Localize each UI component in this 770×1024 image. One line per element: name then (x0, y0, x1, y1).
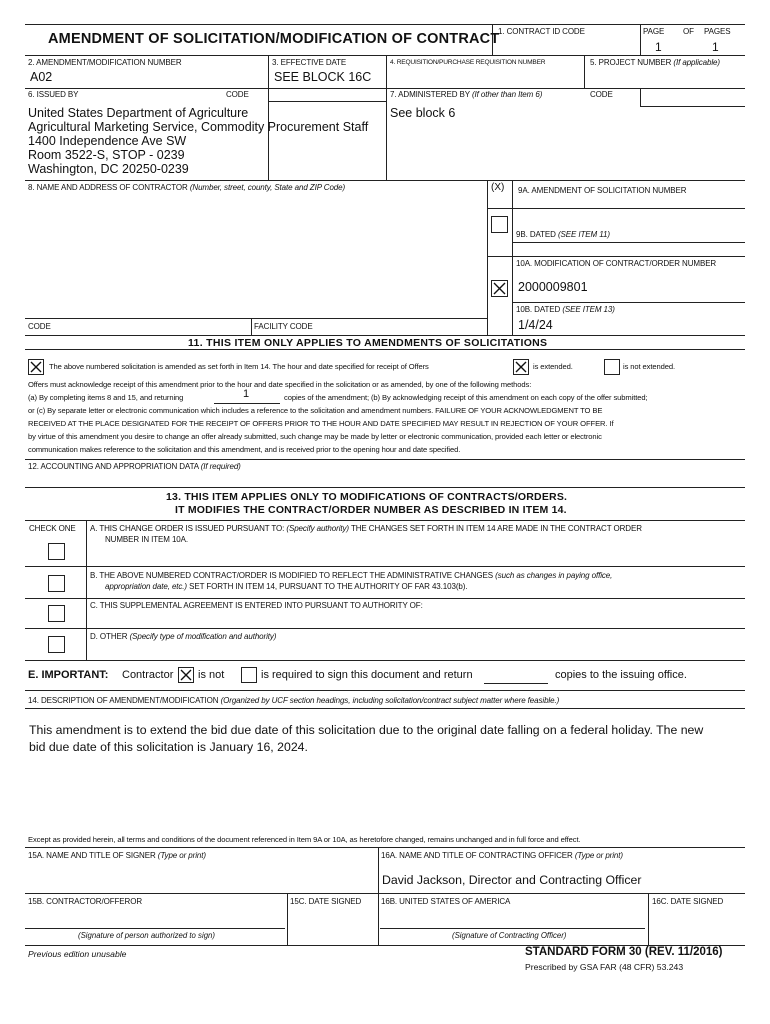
item-13b-text-2b: SET FORTH IN ITEM 14, PURSUANT TO THE AUTHORITY OF FAR 43.103(b). (187, 582, 468, 591)
block-15a-label (28, 851, 206, 860)
item-13b-text (90, 571, 612, 580)
not-extended-label: is not extended. (623, 362, 676, 371)
issued-by-label: 6. ISSUED BY (28, 90, 79, 99)
administered-by-label (390, 90, 542, 99)
is-required-checkbox[interactable] (241, 667, 257, 683)
item-13d-checkbox[interactable] (48, 636, 65, 653)
item-12-label-text: 12. ACCOUNTING AND APPROPRIATION DATA (28, 462, 199, 471)
item-11-line-6: by virtue of this amendment you desire to change an offer already submitted, such change may be made by letter or electronic communication, provided each letter or electronic (28, 432, 602, 441)
item-13b-text-2a: appropriation date, etc.) (105, 582, 187, 591)
item-11-line-2: Offers must acknowledge receipt of this amendment prior to the hour and date specified in the solicitation or as amended, by one of the following methods: (28, 380, 532, 389)
issued-by-line: Agricultural Marketing Service, Commodity Procurement Staff (28, 120, 369, 134)
is-not-checkbox[interactable] (178, 667, 194, 683)
block-15a-label-text: 15A. NAME AND TITLE OF SIGNER (28, 851, 156, 860)
important-label: E. IMPORTANT: (28, 669, 109, 681)
item-13c-checkbox[interactable] (48, 605, 65, 622)
block-9b-note: (SEE ITEM 11) (557, 230, 610, 239)
amendment-number-value: A02 (30, 70, 53, 84)
item-13a-text-2: THE CHANGES SET FORTH IN ITEM 14 ARE MADE IN THE CONTRACT ORDER (348, 524, 642, 533)
item-11-amended-checkbox[interactable] (28, 359, 44, 375)
extended-checkbox[interactable] (513, 359, 529, 375)
item-13c-text: C. THIS SUPPLEMENTAL AGREEMENT IS ENTERED INTO PURSUANT TO AUTHORITY OF: (90, 601, 423, 610)
form-title: AMENDMENT OF SOLICITATION/MODIFICATION OF CONTRACT (48, 31, 500, 47)
item-11-line-3a: (a) By completing items 8 and 15, and returning (28, 393, 184, 402)
check-x-icon (514, 360, 528, 374)
contractor-label-text: 8. NAME AND ADDRESS OF CONTRACTOR (28, 183, 188, 192)
page-value: 1 (655, 40, 662, 54)
block-15a-note: (Type or print) (157, 851, 206, 860)
check-one-label: CHECK ONE (29, 524, 76, 533)
item-13a-note: (Specify authority) (286, 524, 349, 533)
effective-date-label: 3. EFFECTIVE DATE (272, 58, 347, 67)
pages-label: PAGES (704, 27, 731, 36)
x-column-label: (X) (491, 182, 505, 193)
item-13b-note: (such as changes in paying office, (495, 571, 613, 580)
copies-label: copies to the issuing office. (555, 669, 687, 681)
administered-by-value: See block 6 (390, 106, 456, 120)
block-9a-label: 9A. AMENDMENT OF SOLICITATION NUMBER (518, 186, 687, 195)
item-13d-text (90, 632, 276, 641)
pages-value: 1 (712, 40, 719, 54)
block-10a-checkbox[interactable] (491, 280, 508, 297)
item-11-line-7: communication makes reference to the solicitation and this amendment, and is received prior to the opening hour and date specified. (28, 445, 461, 454)
extended-label: is extended. (533, 362, 573, 371)
block-15c-label: 15C. DATE SIGNED (290, 897, 362, 906)
item-13a-text-3: NUMBER IN ITEM 10A. (105, 535, 189, 544)
item-13b-text-2 (105, 582, 467, 591)
block-9a-checkbox[interactable] (491, 216, 508, 233)
important-contractor: Contractor (122, 669, 174, 681)
item-13a-checkbox[interactable] (48, 543, 65, 560)
administered-by-label-text: 7. ADMINISTERED BY (390, 90, 470, 99)
standard-form-number: STANDARD FORM 30 (REV. 11/2016) (525, 946, 723, 958)
block-16a-label (381, 851, 623, 860)
copies-returned-value: 1 (243, 388, 250, 400)
item-14-label-text: 14. DESCRIPTION OF AMENDMENT/MODIFICATION (28, 696, 219, 705)
block-15b-label: 15B. CONTRACTOR/OFFEROR (28, 897, 143, 906)
item-11-line-5: RECEIVED AT THE PLACE DESIGNATED FOR THE RECEIPT OF OFFERS PRIOR TO THE HOUR AND DATE SPECIFIED MAY RESULT IN REJECTION OF YOUR OFFER. If (28, 419, 614, 428)
of-label: OF (683, 27, 694, 36)
check-x-icon (492, 281, 507, 296)
contractor-code-label: CODE (28, 322, 51, 331)
item-13b-checkbox[interactable] (48, 575, 65, 592)
previous-edition-note: Previous edition unusable (28, 949, 127, 959)
item-14-description-2: bid due date of this solicitation is January 16, 2024. (29, 740, 308, 754)
block-10a-value: 2000009801 (518, 280, 588, 294)
block-9b-label-text: 9B. DATED (516, 230, 556, 239)
project-number-note: (If applicable) (673, 58, 720, 67)
block-10b-value: 1/4/24 (518, 318, 553, 332)
item-14-label (28, 696, 559, 705)
item-12-note: (If required) (200, 462, 241, 471)
block-16b-label: 16B. UNITED STATES OF AMERICA (381, 897, 511, 906)
project-number-label (590, 58, 720, 67)
administered-by-code-label: CODE (590, 90, 613, 99)
amendment-number-label: 2. AMENDMENT/MODIFICATION NUMBER (28, 58, 182, 67)
item-14-note: (Organized by UCF section headings, including solicitation/contract subject matter where feasible.) (220, 696, 560, 705)
block-16c-label: 16C. DATE SIGNED (652, 897, 724, 906)
is-not-label: is not (198, 669, 225, 681)
issued-by-line: Room 3522-S, STOP - 0239 (28, 148, 185, 162)
prescribed-by: Prescribed by GSA FAR (48 CFR) 53.243 (525, 962, 684, 972)
block-10a-label: 10A. MODIFICATION OF CONTRACT/ORDER NUMBER (516, 259, 717, 268)
issued-by-line: Washington, DC 20250-0239 (28, 162, 189, 176)
issued-by-code-label: CODE (226, 90, 249, 99)
item-13a-text (90, 524, 642, 533)
project-number-label-text: 5. PROJECT NUMBER (590, 58, 672, 67)
block-9b-label (516, 230, 610, 239)
contracting-officer-name: David Jackson, Director and Contracting Officer (382, 873, 642, 887)
item-12-label (28, 462, 241, 471)
block-10b-label (516, 305, 615, 314)
item-13a-text-1: A. THIS CHANGE ORDER IS ISSUED PURSUANT TO: (90, 524, 285, 533)
block-10b-note: (SEE ITEM 13) (562, 305, 615, 314)
item-13b-text-1: B. THE ABOVE NUMBERED CONTRACT/ORDER IS MODIFIED TO REFLECT THE ADMINISTRATIVE CHANGES (90, 571, 494, 580)
item-11-line-4: or (c) By separate letter or electronic communication which includes a reference to the solicitation and amendment numbers. FAILURE OF YOUR ACKNOWLEDGMENT TO BE (28, 406, 603, 415)
item-11-title: 11. THIS ITEM ONLY APPLIES TO AMENDMENTS OF SOLICITATIONS (188, 337, 548, 349)
block-10b-label-text: 10B. DATED (516, 305, 561, 314)
item-13d-note: (Specify type of modification and authority) (129, 632, 277, 641)
item-13-title-2: IT MODIFIES THE CONTRACT/ORDER NUMBER AS DESCRIBED IN ITEM 14. (175, 504, 567, 516)
requisition-label: 4. REQUISITION/PURCHASE REQUISITION NUMBER (390, 59, 546, 66)
block-16a-note: (Type or print) (574, 851, 623, 860)
signature-contractor: (Signature of person authorized to sign) (78, 931, 215, 940)
contractor-label (28, 183, 345, 192)
item-11-line-3b: copies of the amendment; (b) By acknowledging receipt of this amendment on each copy of the offer submitted; (284, 393, 648, 402)
item-13-title-1: 13. THIS ITEM APPLIES ONLY TO MODIFICATIONS OF CONTRACTS/ORDERS. (166, 491, 568, 503)
issued-by-line: United States Department of Agriculture (28, 106, 249, 120)
block-16a-label-text: 16A. NAME AND TITLE OF CONTRACTING OFFICER (381, 851, 573, 860)
page-label: PAGE (643, 27, 665, 36)
check-x-icon (29, 360, 43, 374)
contractor-note: (Number, street, county, State and ZIP Code) (189, 183, 346, 192)
signature-officer: (Signature of Contracting Officer) (452, 931, 567, 940)
administered-by-note: (If other than Item 6) (471, 90, 543, 99)
is-required-label: is required to sign this document and return (261, 669, 473, 681)
contract-id-label: 1. CONTRACT ID CODE (498, 27, 585, 36)
except-text: Except as provided herein, all terms and conditions of the document referenced in Item 9A or 10A, as heretofore changed, remains unchanged and in full force and effect. (28, 835, 581, 844)
item-14-description-1: This amendment is to extend the bid due date of this solicitation due to the original date falling on a federal holiday. The new (29, 723, 704, 737)
not-extended-checkbox[interactable] (604, 359, 620, 375)
item-11-line-1: The above numbered solicitation is amended as set forth in Item 14. The hour and date specified for receipt of Offers (49, 362, 429, 371)
effective-date-value: SEE BLOCK 16C (274, 70, 372, 84)
item-13d-text-1: D. OTHER (90, 632, 128, 641)
check-x-icon (179, 668, 193, 682)
facility-code-label: FACILITY CODE (254, 322, 313, 331)
issued-by-line: 1400 Independence Ave SW (28, 134, 187, 148)
